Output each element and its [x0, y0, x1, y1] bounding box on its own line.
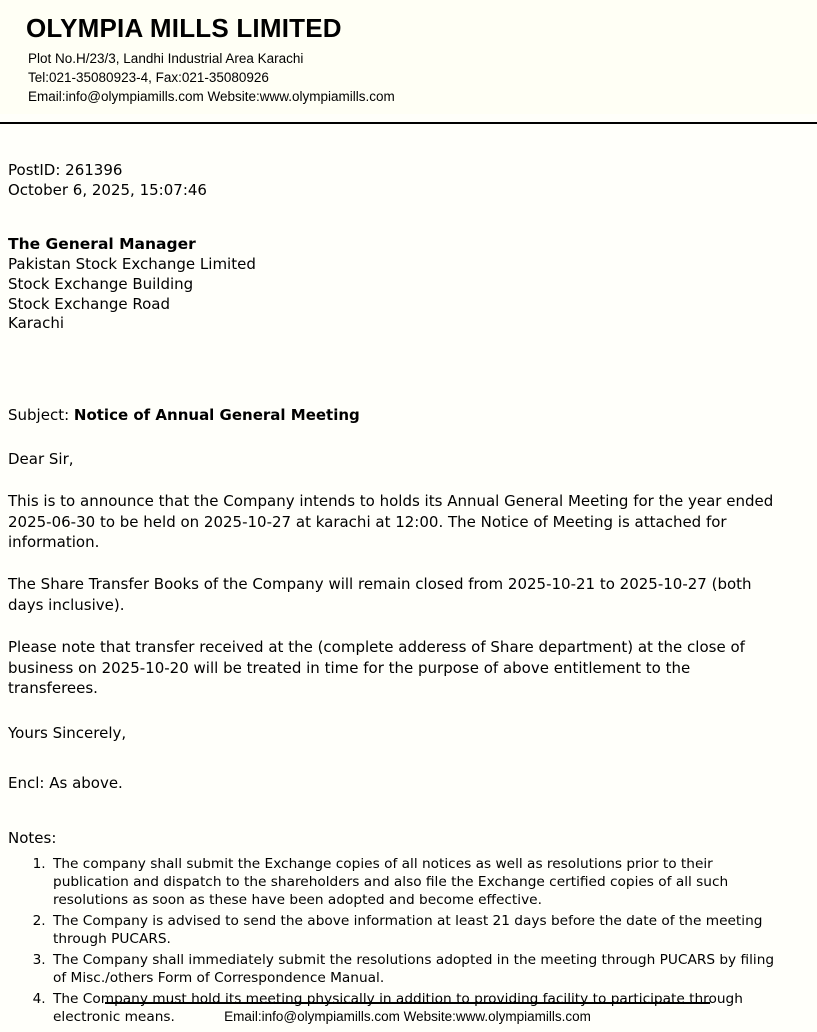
addressee-line-2: Stock Exchange Building	[8, 274, 194, 293]
addressee-line-3: Stock Exchange Road	[8, 294, 170, 313]
post-meta	[8, 160, 777, 201]
list-item: 1. The company shall submit the Exchange copies of all notices as well as resolutions prior to their publication and dispatch to the shareholders and also file the Exchange certified copies of all such resolutions as soon as these have been adopted and become effective.	[50, 855, 777, 909]
subject-line	[8, 406, 777, 426]
notes-list	[8, 855, 777, 1027]
company-contact: Email:info@olympiamills.com Website:www.olympiamills.com	[28, 88, 395, 104]
salutation: Dear Sir,	[8, 449, 74, 468]
paragraph-3: Please note that transfer received at the (complete adderess of Share department) at the close of business on 2025-10-20 will be treated in time for the purpose of above entitlement to the transferees.	[8, 638, 745, 697]
addressee-line-1: Pakistan Stock Exchange Limited	[8, 255, 256, 274]
paragraph-2: The Share Transfer Books of the Company will remain closed from 2025-10-21 to 2025-10-27 (both days inclusive).	[8, 575, 752, 614]
footer-contact: Email:info@olympiamills.com Website:www.olympiamills.com	[224, 1009, 591, 1024]
enclosure-note: Encl: As above.	[8, 773, 123, 792]
notes-title: Notes:	[8, 829, 57, 848]
post-id: PostID: 261396	[8, 161, 123, 180]
company-phone: Tel:021-35080923-4, Fax:021-35080926	[28, 69, 269, 85]
header-divider	[0, 122, 817, 124]
addressee-block	[8, 233, 777, 335]
subject-label: Subject:	[8, 406, 74, 425]
paragraph-1: This is to announce that the Company intends to holds its Annual General Meeting for the year ended 2025-06-30 to be held on 2025-10-27 at karachi at 12:00. The Notice of Meeting is attached for information.	[8, 492, 774, 551]
signoff: Yours Sincerely,	[8, 724, 127, 743]
list-item: 2. The Company is advised to send the above information at least 21 days before the date of the meeting through PUCARS.	[50, 912, 777, 948]
addressee-line-4: Karachi	[8, 314, 65, 333]
addressee-title: The General Manager	[8, 234, 196, 253]
list-item: 3. The Company shall immediately submit the resolutions adopted in the meeting through PUCARS by filing of Misc./others Form of Correspondence Manual.	[50, 951, 777, 987]
company-address: Plot No.H/23/3, Landhi Industrial Area Karachi	[28, 50, 304, 66]
company-name: OLYMPIA MILLS LIMITED	[26, 13, 342, 43]
list-item: 4. The Company must hold its meeting physically in addition to providing facility to participate through electronic means.	[50, 990, 777, 1026]
post-timestamp: October 6, 2025, 15:07:46	[8, 181, 207, 200]
document-body	[0, 160, 817, 1026]
subject-value: Notice of Annual General Meeting	[73, 406, 360, 425]
letterhead	[0, 0, 817, 114]
document-footer	[0, 1002, 817, 1032]
